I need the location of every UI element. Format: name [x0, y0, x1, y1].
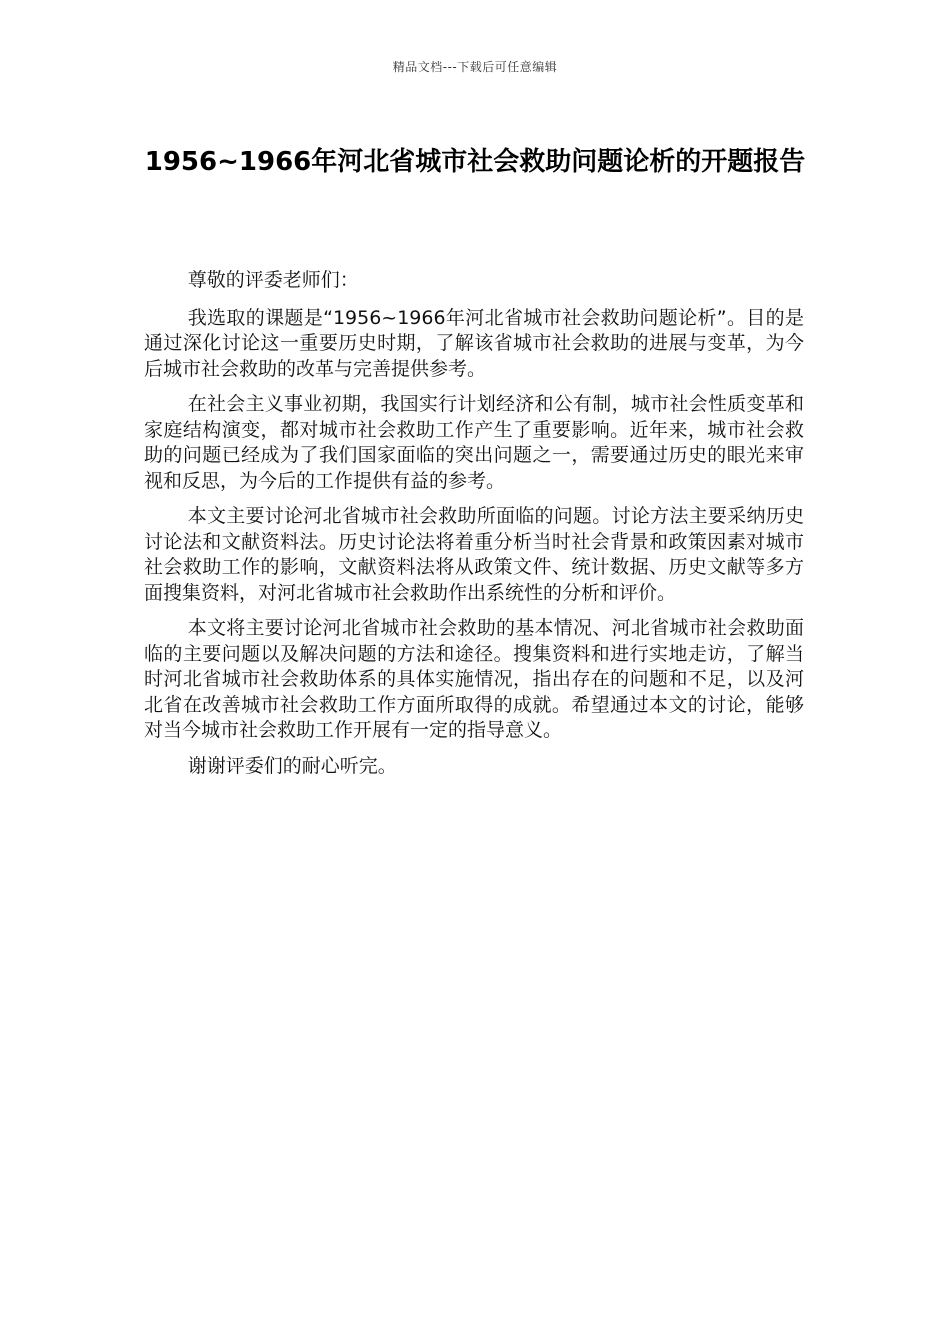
- salutation: 尊敬的评委老师们：: [187, 269, 359, 291]
- paragraph-closing: 谢谢评委们的耐心听完。: [187, 754, 397, 777]
- paragraph-methods: 本文主要讨论河北省城市社会救助所面临的问题。讨论方法主要采纳历史讨论法和文献资料法。历史讨论法将着重分析当时社会背景和政策因素对城市社会救助工作的影响，文献资料法将从政策文件、统计数据、历史文献等多方面搜集资料，对河北省城市社会救助作出系统性的分析和评价。: [144, 505, 804, 604]
- paragraph-topic: 我选取的课题是“1956~1966年河北省城市社会救助问题论析”。目的是通过深化讨论这一重要历史时期，了解该省城市社会救助的进展与变革，为今后城市社会救助的改革与完善提供参考。: [144, 306, 804, 380]
- paragraph-content: 本文将主要讨论河北省城市社会救助的基本情况、河北省城市社会救助面临的主要问题以及解决问题的方法和途径。搜集资料和进行实地走访，了解当时河北省城市社会救助体系的具体实施情况，指出存在的问题和不足，以及河北省在改善城市社会救助工作方面所取得的成就。希望通过本文的讨论，能够对当今城市社会救助工作开展有一定的指导意义。: [144, 617, 804, 741]
- document-body: [144, 268, 804, 789]
- document-title: 1956~1966年河北省城市社会救助问题论析的开题报告: [144, 147, 806, 177]
- header-note: 精品文档---下载后可任意编辑: [392, 60, 558, 74]
- paragraph-background: 在社会主义事业初期，我国实行计划经济和公有制，城市社会性质变革和家庭结构演变，都对城市社会救助工作产生了重要影响。近年来，城市社会救助的问题已经成为了我们国家面临的突出问题之一，需要通过历史的眼光来审视和反思，为今后的工作提供有益的参考。: [144, 393, 804, 492]
